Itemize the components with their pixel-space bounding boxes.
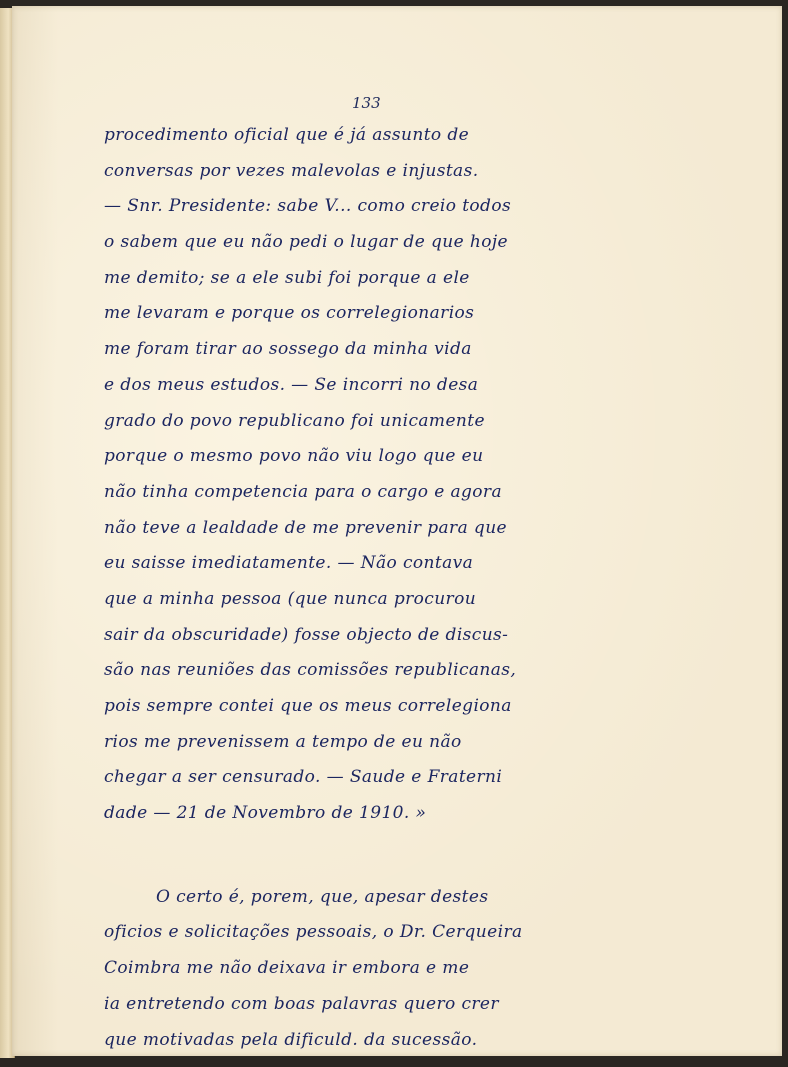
text-line: oficios e solicitações pessoais, o Dr. Cerqueira: [104, 922, 523, 943]
text-line: Coimbra me não deixava ir embora e me: [104, 958, 470, 979]
text-line: eu saisse imediatamente. — Não contava: [104, 553, 474, 574]
text-line: não tinha competencia para o cargo e agora: [104, 481, 502, 502]
text-line: rios me prevenissem a tempo de eu não: [104, 731, 462, 752]
text-line: o sabem que eu não pedi o lugar de que hoje: [104, 232, 508, 253]
handwritten-text: [104, 118, 624, 1058]
text-line: e dos meus estudos. — Se incorri no desa: [104, 374, 479, 395]
text-line: chegar a ser censurado. — Saude e Fraterni: [104, 767, 503, 788]
paragraph-gap: [104, 832, 624, 880]
paragraph-2: [104, 880, 624, 1058]
text-line: me demito; se a ele subi foi porque a ele: [104, 267, 470, 288]
text-line: conversas por vezes malevolas e injustas.: [104, 160, 479, 181]
text-line: grado do povo republicano foi unicamente: [104, 410, 485, 431]
text-line: pois sempre contei que os meus correlegiona: [104, 696, 512, 716]
text-line: sair da obscuridade) fosse objecto de discus-: [104, 624, 509, 645]
text-line: não teve a lealdade de me prevenir para que: [104, 517, 508, 538]
page-number: 133: [352, 94, 381, 112]
text-line: que motivadas pela dificuld. da sucessão.: [104, 1029, 478, 1050]
text-line: são nas reuniões das comissões republicanas,: [104, 660, 517, 681]
paragraph-1: [104, 118, 624, 832]
text-line: porque o mesmo povo não viu logo que eu: [104, 446, 484, 467]
text-line: me levaram e porque os correlegionarios: [104, 303, 475, 324]
text-line: O certo é, porem, que, apesar destes: [156, 886, 489, 907]
text-line: — Snr. Presidente: sabe V... como creio todos: [104, 196, 512, 217]
text-line: ia entretendo com boas palavras quero crer: [104, 993, 499, 1014]
text-line: me foram tirar ao sossego da minha vida: [104, 339, 472, 360]
text-line: que a minha pessoa (que nunca procurou: [104, 588, 477, 609]
text-line: dade — 21 de Novembro de 1910. »: [104, 803, 427, 824]
text-line: procedimento oficial que é já assunto de: [104, 125, 470, 145]
